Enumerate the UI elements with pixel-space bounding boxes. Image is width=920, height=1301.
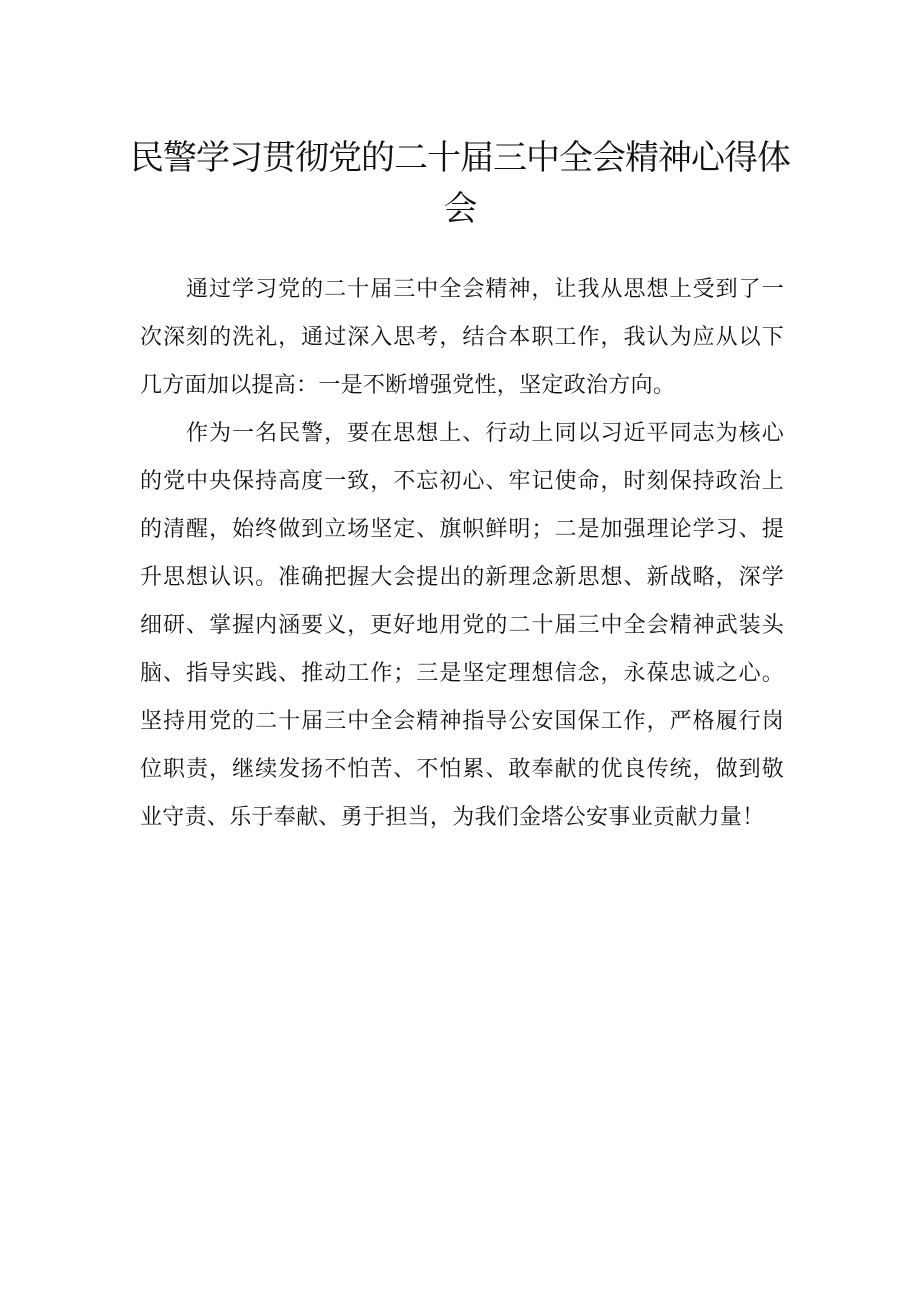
paragraph-2: 作为一名民警，要在思想上、行动上同以习近平同志为核心的党中央保持高度一致，不忘初心、牢记使命，时刻保持政治上的清醒，始终做到立场坚定、旗帜鲜明；二是加强理论学习、提升思想认识。准确把握大会提出的新理念新思想、新战略，深学细研、掌握内涵要义，更好地用党的二十届三中全会精神武装头脑、指导实践、推动工作；三是坚定理想信念，永葆忠诚之心。坚持用党的二十届三中全会精神指导公安国保工作，严格履行岗位职责，继续发扬不怕苦、不怕累、敢奉献的优良传统，做到敬业守责、乐于奉献、勇于担当，为我们金塔公安事业贡献力量！ bbox=[140, 421, 784, 830]
document-body bbox=[140, 266, 784, 842]
document-title: 民警学习贯彻党的二十届三中全会精神心得体会 bbox=[130, 138, 790, 229]
paragraph-1: 通过学习党的二十届三中全会精神，让我从思想上受到了一次深刻的洗礼，通过深入思考，结合本职工作，我认为应从以下几方面加以提高：一是不断增强党性，坚定政治方向。 bbox=[140, 277, 784, 398]
